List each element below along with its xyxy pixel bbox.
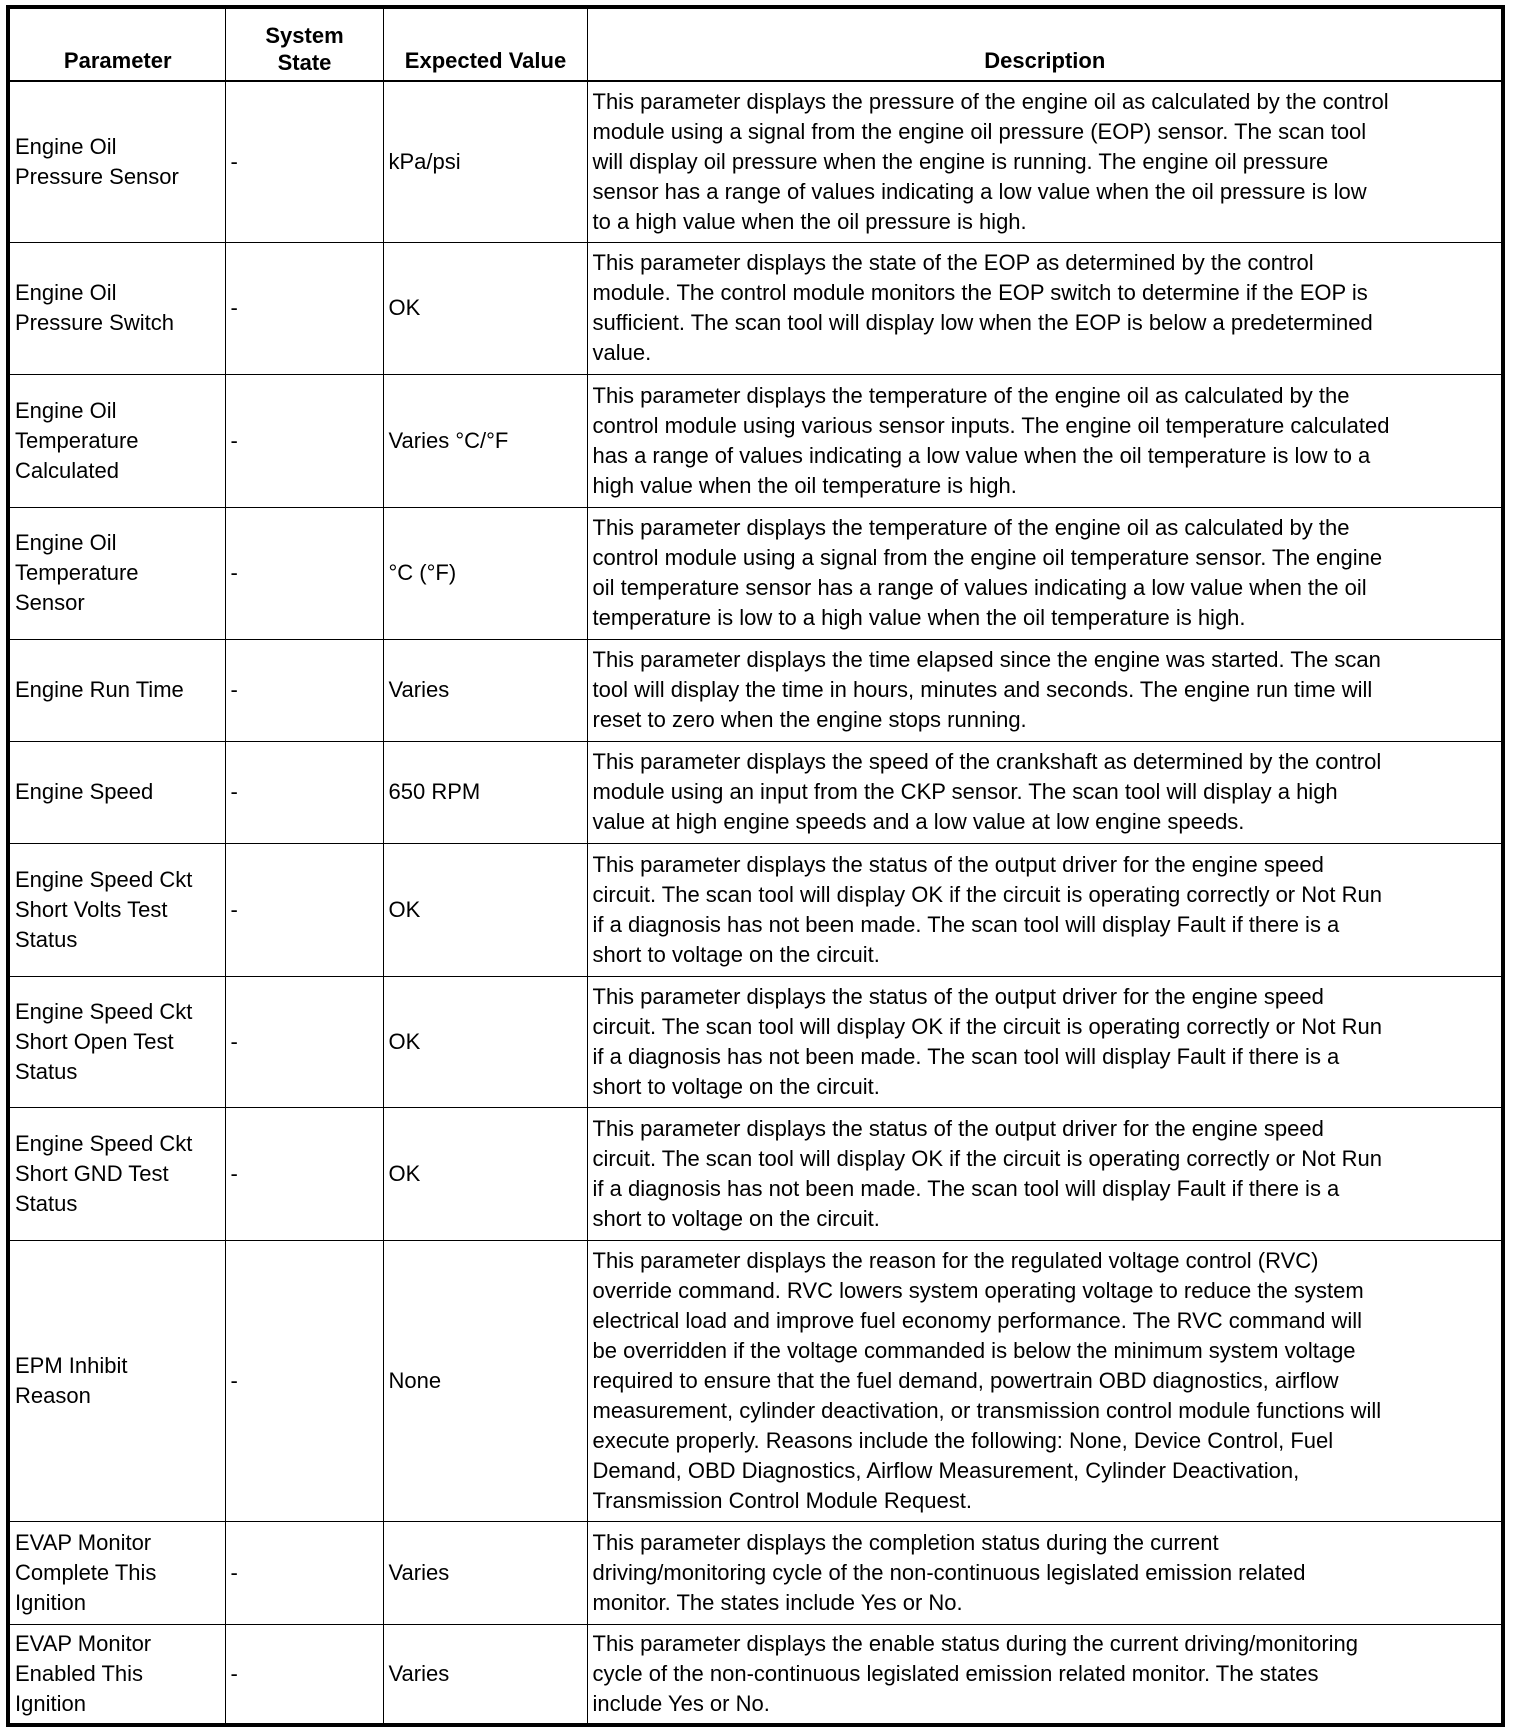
- expected-value-cell: None: [383, 1240, 587, 1521]
- parameter-cell: Engine Oil Temperature Calculated: [8, 374, 225, 507]
- expected-value-cell: kPa/psi: [383, 81, 587, 242]
- expected-value-cell: OK: [383, 242, 587, 374]
- system-state-cell: -: [225, 741, 383, 843]
- expected-value-cell: Varies °C/°F: [383, 374, 587, 507]
- table-row: [8, 1521, 1503, 1624]
- table-row: [8, 81, 1503, 242]
- table-row: [8, 741, 1503, 843]
- table-row: [8, 843, 1503, 976]
- parameter-cell: Engine Oil Temperature Sensor: [8, 507, 225, 639]
- table-row: [8, 242, 1503, 374]
- expected-value-cell: OK: [383, 976, 587, 1107]
- table-row: [8, 1240, 1503, 1521]
- system-state-cell: -: [225, 1624, 383, 1725]
- system-state-cell: -: [225, 639, 383, 741]
- system-state-cell: -: [225, 843, 383, 976]
- system-state-cell: -: [225, 507, 383, 639]
- parameter-cell: Engine Oil Pressure Switch: [8, 242, 225, 374]
- system-state-cell: -: [225, 1521, 383, 1624]
- description-cell: This parameter displays the status of the output driver for the engine speed circuit. The scan tool will display OK if the circuit is operating correctly or Not Run if a diagnosis has not been made. The scan tool will display Fault if there is a short to voltage on the circuit.: [587, 976, 1503, 1107]
- expected-value-cell: OK: [383, 1107, 587, 1240]
- header-parameter: Parameter: [8, 7, 225, 81]
- table-row: [8, 1624, 1503, 1725]
- system-state-cell: -: [225, 1107, 383, 1240]
- system-state-cell: -: [225, 976, 383, 1107]
- description-cell: This parameter displays the state of the EOP as determined by the control module. The control module monitors the EOP switch to determine if the EOP is sufficient. The scan tool will display low when the EOP is below a predetermined value.: [587, 242, 1503, 374]
- system-state-cell: -: [225, 242, 383, 374]
- parameter-cell: Engine Oil Pressure Sensor: [8, 81, 225, 242]
- description-cell: This parameter displays the enable status during the current driving/monitoring cycle of the non-continuous legislated emission related monitor. The states include Yes or No.: [587, 1624, 1503, 1725]
- table-row: [8, 507, 1503, 639]
- description-cell: This parameter displays the completion status during the current driving/monitoring cycle of the non-continuous legislated emission related monitor. The states include Yes or No.: [587, 1521, 1503, 1624]
- description-cell: This parameter displays the temperature of the engine oil as calculated by the control module using various sensor inputs. The engine oil temperature calculated has a range of values indicating a low value when the oil temperature is low to a high value when the oil temperature is high.: [587, 374, 1503, 507]
- parameter-cell: Engine Speed Ckt Short Open Test Status: [8, 976, 225, 1107]
- table-row: [8, 374, 1503, 507]
- parameter-cell: Engine Run Time: [8, 639, 225, 741]
- expected-value-cell: °C (°F): [383, 507, 587, 639]
- expected-value-cell: Varies: [383, 1624, 587, 1725]
- description-cell: This parameter displays the status of the output driver for the engine speed circuit. The scan tool will display OK if the circuit is operating correctly or Not Run if a diagnosis has not been made. The scan tool will display Fault if there is a short to voltage on the circuit.: [587, 1107, 1503, 1240]
- parameter-table: [6, 5, 1505, 1727]
- header-system-state: System State: [225, 7, 383, 81]
- table-row: [8, 1107, 1503, 1240]
- table-row: [8, 976, 1503, 1107]
- description-cell: This parameter displays the temperature of the engine oil as calculated by the control module using a signal from the engine oil temperature sensor. The engine oil temperature sensor has a range of values indicating a low value when the oil temperature is low to a high value when the oil temperature is high.: [587, 507, 1503, 639]
- parameter-cell: Engine Speed: [8, 741, 225, 843]
- system-state-cell: -: [225, 81, 383, 242]
- expected-value-cell: Varies: [383, 639, 587, 741]
- expected-value-cell: 650 RPM: [383, 741, 587, 843]
- expected-value-cell: Varies: [383, 1521, 587, 1624]
- system-state-cell: -: [225, 1240, 383, 1521]
- parameter-cell: Engine Speed Ckt Short Volts Test Status: [8, 843, 225, 976]
- header-description: Description: [587, 7, 1503, 81]
- header-expected-value: Expected Value: [383, 7, 587, 81]
- parameter-cell: EPM Inhibit Reason: [8, 1240, 225, 1521]
- expected-value-cell: OK: [383, 843, 587, 976]
- parameter-cell: EVAP Monitor Complete This Ignition: [8, 1521, 225, 1624]
- system-state-cell: -: [225, 374, 383, 507]
- parameter-cell: Engine Speed Ckt Short GND Test Status: [8, 1107, 225, 1240]
- description-cell: This parameter displays the status of the output driver for the engine speed circuit. The scan tool will display OK if the circuit is operating correctly or Not Run if a diagnosis has not been made. The scan tool will display Fault if there is a short to voltage on the circuit.: [587, 843, 1503, 976]
- description-cell: This parameter displays the reason for the regulated voltage control (RVC) override command. RVC lowers system operating voltage to reduce the system electrical load and improve fuel economy performance. The RVC command will be overridden if the voltage commanded is below the minimum system voltage required to ensure that the fuel demand, powertrain OBD diagnostics, airflow measurement, cylinder deactivation, or transmission control module functions will execute properly. Reasons include the following: None, Device Control, Fuel Demand, OBD Diagnostics, Airflow Measurement, Cylinder Deactivation, Transmission Control Module Request.: [587, 1240, 1503, 1521]
- description-cell: This parameter displays the time elapsed since the engine was started. The scan tool will display the time in hours, minutes and seconds. The engine run time will reset to zero when the engine stops running.: [587, 639, 1503, 741]
- table-row: [8, 639, 1503, 741]
- description-cell: This parameter displays the speed of the crankshaft as determined by the control module using an input from the CKP sensor. The scan tool will display a high value at high engine speeds and a low value at low engine speeds.: [587, 741, 1503, 843]
- description-cell: This parameter displays the pressure of the engine oil as calculated by the control module using a signal from the engine oil pressure (EOP) sensor. The scan tool will display oil pressure when the engine is running. The engine oil pressure sensor has a range of values indicating a low value when the oil pressure is low to a high value when the oil pressure is high.: [587, 81, 1503, 242]
- header-row: [8, 7, 1503, 81]
- parameter-cell: EVAP Monitor Enabled This Ignition: [8, 1624, 225, 1725]
